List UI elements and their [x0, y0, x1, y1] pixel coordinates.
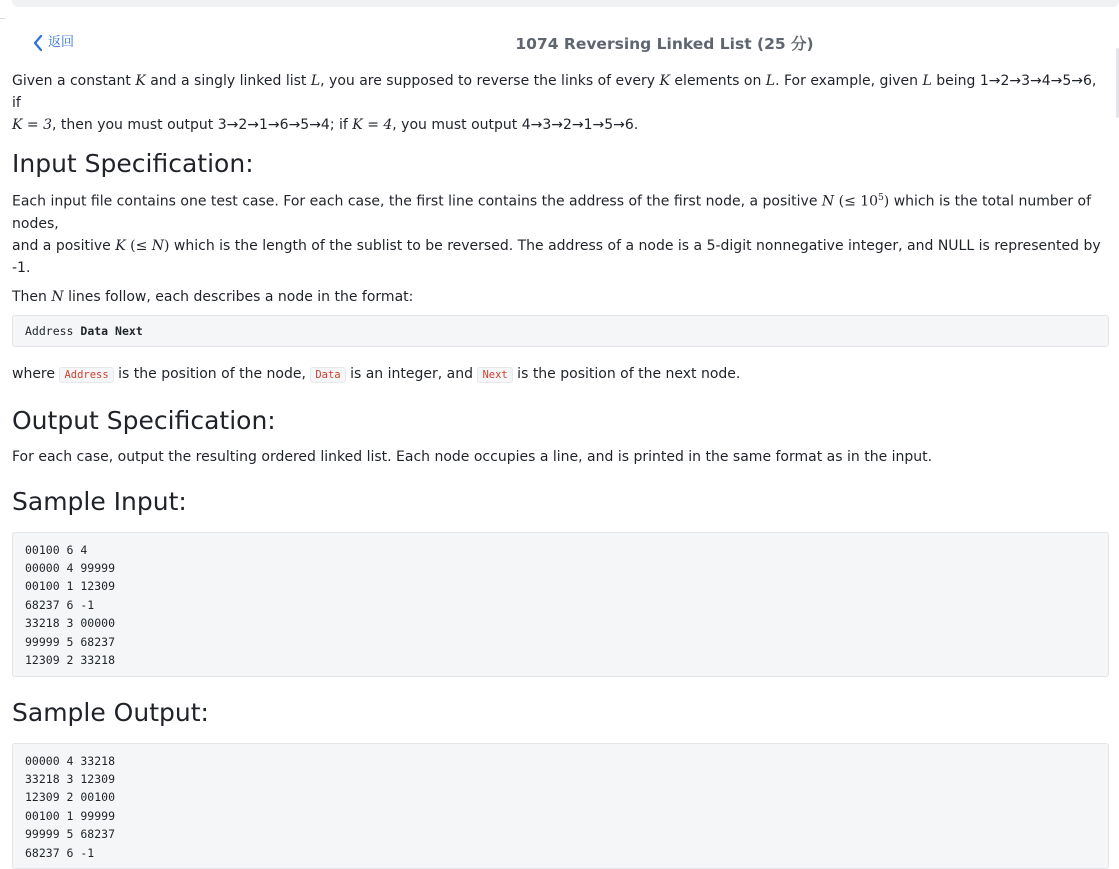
text: . For example, given	[775, 73, 923, 89]
text: is the position of the node,	[113, 365, 311, 382]
sample-input-code	[12, 532, 1109, 677]
math: N	[151, 237, 165, 254]
math: L	[922, 73, 932, 89]
math-exponent: 5	[878, 193, 884, 203]
inline-code: Data	[310, 367, 345, 383]
format-explanation	[12, 363, 1109, 386]
math: ≤ 10	[844, 193, 879, 210]
code-token: Next	[115, 323, 143, 338]
text: where	[12, 365, 60, 382]
math: K	[115, 237, 126, 254]
code-line: 33218 3 00000	[25, 616, 116, 631]
node-format-code	[12, 315, 1109, 347]
text: which is the length of the sublist to be reversed. The address of a node is a 5-digit nonnegative integer, and NULL is represented by -1.	[12, 237, 1101, 276]
math: )	[883, 193, 890, 210]
code-line: 99999 5 68237	[25, 634, 116, 649]
math: N	[51, 288, 64, 305]
output-spec-paragraph: For each case, output the resulting ordered linked list. Each node occupies a line, and is printed in the same format as in the input.	[12, 448, 933, 465]
math: (	[125, 237, 136, 254]
code-line: 00100 6 4	[25, 542, 88, 557]
text: , then you must output 3→2→1→6→5→4; if	[52, 117, 353, 133]
inline-code: Address	[59, 367, 113, 383]
problem-title: 1074 Reversing Linked List (25 分)	[515, 35, 814, 53]
text: Given a constant	[12, 73, 136, 89]
code-line: 68237 6 -1	[25, 597, 95, 612]
input-spec-paragraph	[12, 187, 1109, 279]
code-line: 99999 5 68237	[25, 827, 116, 842]
code-line: 33218 3 12309	[25, 771, 116, 786]
text: lines follow, each describes a node in the format:	[63, 288, 414, 305]
math: L	[765, 73, 776, 89]
text: is an integer, and	[345, 365, 478, 382]
inline-code: Next	[477, 367, 512, 383]
math: N	[821, 193, 835, 210]
math: K	[135, 73, 146, 89]
math: K = 4	[352, 117, 393, 133]
top-bar	[12, 0, 1119, 7]
code-line: 00100 1 99999	[25, 808, 116, 823]
problem-content	[12, 70, 1109, 869]
math: )	[164, 237, 170, 254]
back-label: 返回	[48, 35, 75, 50]
code-line: 12309 2 00100	[25, 790, 116, 805]
math: (	[834, 193, 845, 210]
intro-paragraph	[12, 70, 1109, 136]
text: , you are supposed to reverse the links of every	[320, 73, 660, 89]
divider	[0, 18, 5, 19]
text: Then	[12, 288, 52, 305]
text: , you must output 4→3→2→1→5→6.	[392, 117, 639, 133]
output-spec-heading: Output Specification:	[12, 405, 276, 435]
input-spec-paragraph-2	[12, 286, 1109, 308]
code-token: Address	[25, 323, 74, 338]
code-line: 00000 4 99999	[25, 561, 116, 576]
text: and a positive	[12, 237, 116, 254]
math: K = 3	[12, 117, 52, 133]
text: being 1→2→3→4→5→6, if	[12, 73, 1097, 111]
text: Each input file contains one test case. For each case, the first line contains the address of the first node, a positive	[12, 193, 822, 210]
input-spec-heading: Input Specification:	[12, 149, 254, 178]
text: elements on	[669, 73, 766, 89]
math: L	[310, 73, 321, 89]
math: ≤	[135, 237, 152, 254]
text: which is the total number of nodes,	[12, 193, 1092, 232]
code-line: 00000 4 33218	[25, 753, 116, 768]
code-line: 12309 2 33218	[25, 653, 116, 668]
code-token: Data	[80, 323, 109, 338]
code-line: 68237 6 -1	[25, 845, 95, 860]
sample-input-heading: Sample Input:	[12, 486, 187, 516]
text: is the position of the next node.	[512, 365, 741, 382]
text: and a singly linked list	[145, 73, 311, 89]
code-line: 00100 1 12309	[25, 579, 116, 594]
sample-output-heading: Sample Output:	[12, 697, 209, 727]
math: K	[659, 73, 670, 89]
sample-output-code	[12, 743, 1109, 869]
